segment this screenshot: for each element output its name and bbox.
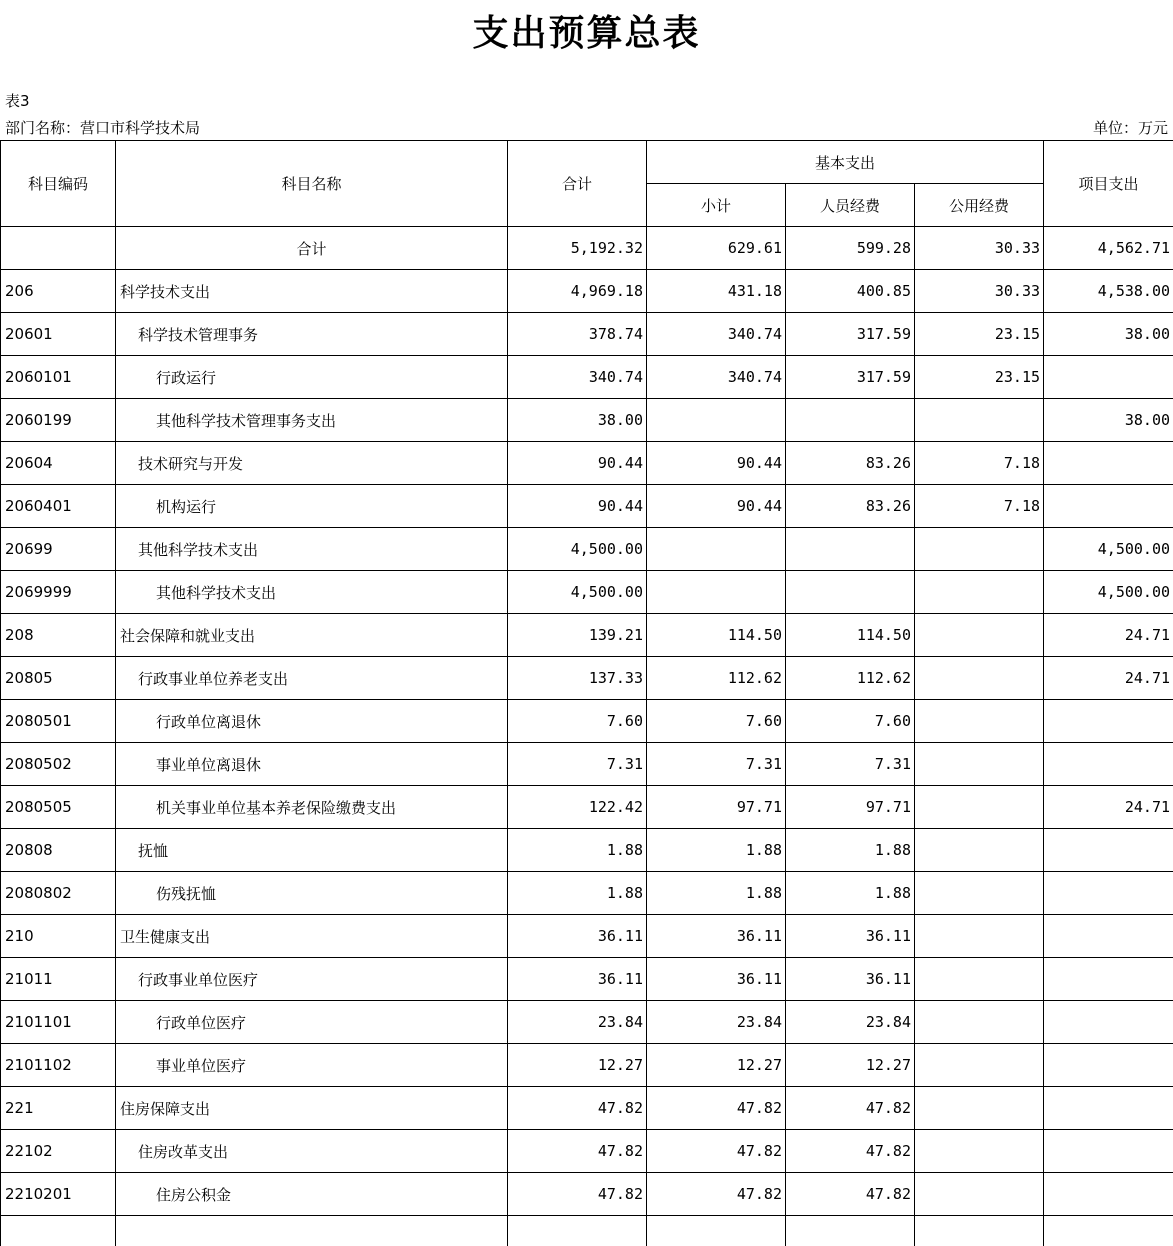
cell-code: 2101102 [1, 1044, 116, 1087]
page-title: 支出预算总表 [0, 8, 1173, 58]
cell-name: 伤残抚恤 [116, 872, 508, 915]
unit-label: 单位：万元 [1093, 119, 1168, 137]
cell-subtotal [647, 571, 786, 614]
cell-code: 2080502 [1, 743, 116, 786]
table-row [1, 743, 1173, 786]
cell-code: 20604 [1, 442, 116, 485]
cell-total: 12.27 [508, 1044, 647, 1087]
cell-public [915, 915, 1044, 958]
table-row [1, 571, 1173, 614]
cell-name: 行政单位离退休 [116, 700, 508, 743]
cell-project: 24.71 [1044, 657, 1173, 700]
cell-personnel: 599.28 [786, 227, 915, 270]
cell-personnel [786, 528, 915, 571]
cell-total: 137.33 [508, 657, 647, 700]
cell-public [915, 571, 1044, 614]
cell-public [915, 1130, 1044, 1173]
table-row [1, 657, 1173, 700]
cell-personnel: 317.59 [786, 313, 915, 356]
cell-personnel: 47.82 [786, 1173, 915, 1216]
cell-subtotal [647, 399, 786, 442]
cell-total: 7.31 [508, 743, 647, 786]
cell-total: 90.44 [508, 485, 647, 528]
table-row [1, 528, 1173, 571]
cell-total: 36.11 [508, 915, 647, 958]
header-project: 项目支出 [1044, 141, 1173, 227]
table-row [1, 915, 1173, 958]
cell-code: 2080501 [1, 700, 116, 743]
cell-public [915, 399, 1044, 442]
cell-total: 378.74 [508, 313, 647, 356]
cell-public [915, 743, 1044, 786]
cell-project [1044, 442, 1173, 485]
header-personnel: 人员经费 [786, 184, 915, 227]
blank-cell [647, 1216, 786, 1246]
cell-subtotal: 12.27 [647, 1044, 786, 1087]
cell-personnel: 83.26 [786, 485, 915, 528]
cell-project [1044, 1173, 1173, 1216]
cell-name: 合计 [116, 227, 508, 270]
table-row [1, 356, 1173, 399]
cell-total: 47.82 [508, 1173, 647, 1216]
table-row [1, 1087, 1173, 1130]
cell-subtotal: 7.60 [647, 700, 786, 743]
table-body [1, 227, 1173, 1246]
table-row [1, 786, 1173, 829]
cell-name: 行政单位医疗 [116, 1001, 508, 1044]
header-code: 科目编码 [1, 141, 116, 227]
cell-code: 20601 [1, 313, 116, 356]
cell-personnel [786, 399, 915, 442]
cell-total: 47.82 [508, 1087, 647, 1130]
cell-code: 20805 [1, 657, 116, 700]
table-row [1, 1001, 1173, 1044]
cell-code: 210 [1, 915, 116, 958]
cell-subtotal: 629.61 [647, 227, 786, 270]
cell-personnel: 1.88 [786, 872, 915, 915]
cell-personnel: 400.85 [786, 270, 915, 313]
cell-project [1044, 1087, 1173, 1130]
cell-personnel: 114.50 [786, 614, 915, 657]
cell-project [1044, 1001, 1173, 1044]
cell-project [1044, 958, 1173, 1001]
budget-table [0, 140, 1173, 1246]
cell-subtotal: 340.74 [647, 313, 786, 356]
cell-code: 20699 [1, 528, 116, 571]
cell-name: 住房改革支出 [116, 1130, 508, 1173]
cell-subtotal: 23.84 [647, 1001, 786, 1044]
blank-cell [1, 1216, 116, 1246]
header-total: 合计 [508, 141, 647, 227]
cell-personnel: 12.27 [786, 1044, 915, 1087]
cell-public [915, 872, 1044, 915]
cell-total: 122.42 [508, 786, 647, 829]
cell-subtotal: 47.82 [647, 1087, 786, 1130]
table-row [1, 270, 1173, 313]
cell-public [915, 614, 1044, 657]
cell-project: 4,500.00 [1044, 528, 1173, 571]
cell-project: 4,562.71 [1044, 227, 1173, 270]
cell-code: 2069999 [1, 571, 116, 614]
cell-name: 科学技术管理事务 [116, 313, 508, 356]
cell-project: 24.71 [1044, 614, 1173, 657]
cell-project [1044, 915, 1173, 958]
cell-public: 23.15 [915, 313, 1044, 356]
cell-name: 行政事业单位医疗 [116, 958, 508, 1001]
cell-name: 机关事业单位基本养老保险缴费支出 [116, 786, 508, 829]
cell-personnel: 36.11 [786, 915, 915, 958]
cell-subtotal: 340.74 [647, 356, 786, 399]
cell-total: 1.88 [508, 872, 647, 915]
table-number: 表3 [5, 92, 30, 110]
table-row [1, 399, 1173, 442]
cell-name: 其他科学技术支出 [116, 528, 508, 571]
cell-code: 2210201 [1, 1173, 116, 1216]
cell-public [915, 657, 1044, 700]
cell-public [915, 1173, 1044, 1216]
blank-cell [786, 1216, 915, 1246]
cell-subtotal [647, 528, 786, 571]
cell-name: 社会保障和就业支出 [116, 614, 508, 657]
table-row [1, 313, 1173, 356]
table-row [1, 442, 1173, 485]
cell-subtotal: 112.62 [647, 657, 786, 700]
cell-personnel [786, 571, 915, 614]
cell-name: 科学技术支出 [116, 270, 508, 313]
cell-personnel: 112.62 [786, 657, 915, 700]
cell-project: 4,500.00 [1044, 571, 1173, 614]
cell-project: 38.00 [1044, 399, 1173, 442]
blank-cell [915, 1216, 1044, 1246]
blank-cell [508, 1216, 647, 1246]
cell-name: 技术研究与开发 [116, 442, 508, 485]
table-row [1, 958, 1173, 1001]
cell-personnel: 317.59 [786, 356, 915, 399]
cell-subtotal: 97.71 [647, 786, 786, 829]
cell-total: 139.21 [508, 614, 647, 657]
cell-personnel: 47.82 [786, 1130, 915, 1173]
cell-total: 47.82 [508, 1130, 647, 1173]
cell-project [1044, 700, 1173, 743]
cell-code: 221 [1, 1087, 116, 1130]
cell-total: 340.74 [508, 356, 647, 399]
cell-public [915, 1001, 1044, 1044]
blank-cell [116, 1216, 508, 1246]
cell-name: 卫生健康支出 [116, 915, 508, 958]
table-row [1, 829, 1173, 872]
cell-public [915, 958, 1044, 1001]
table-row [1, 1044, 1173, 1087]
cell-personnel: 1.88 [786, 829, 915, 872]
cell-name: 其他科学技术管理事务支出 [116, 399, 508, 442]
cell-project [1044, 743, 1173, 786]
cell-project [1044, 356, 1173, 399]
cell-personnel: 36.11 [786, 958, 915, 1001]
department-name: 部门名称：营口市科学技术局 [5, 119, 200, 137]
cell-name: 事业单位离退休 [116, 743, 508, 786]
cell-name: 其他科学技术支出 [116, 571, 508, 614]
header-name: 科目名称 [116, 141, 508, 227]
cell-public [915, 829, 1044, 872]
cell-name: 住房公积金 [116, 1173, 508, 1216]
cell-public [915, 786, 1044, 829]
cell-personnel: 97.71 [786, 786, 915, 829]
cell-total: 5,192.32 [508, 227, 647, 270]
cell-total: 90.44 [508, 442, 647, 485]
cell-subtotal: 90.44 [647, 442, 786, 485]
cell-total: 38.00 [508, 399, 647, 442]
cell-code: 2080802 [1, 872, 116, 915]
cell-project [1044, 829, 1173, 872]
cell-total: 4,969.18 [508, 270, 647, 313]
cell-project: 4,538.00 [1044, 270, 1173, 313]
cell-project: 24.71 [1044, 786, 1173, 829]
cell-subtotal: 431.18 [647, 270, 786, 313]
cell-personnel: 83.26 [786, 442, 915, 485]
cell-public [915, 528, 1044, 571]
blank-row [1, 1216, 1173, 1246]
cell-subtotal: 47.82 [647, 1173, 786, 1216]
cell-project [1044, 1044, 1173, 1087]
cell-code: 2101101 [1, 1001, 116, 1044]
cell-code [1, 227, 116, 270]
cell-name: 行政运行 [116, 356, 508, 399]
cell-code: 2060401 [1, 485, 116, 528]
cell-public: 23.15 [915, 356, 1044, 399]
cell-personnel: 7.31 [786, 743, 915, 786]
cell-public [915, 1087, 1044, 1130]
blank-cell [1044, 1216, 1173, 1246]
cell-code: 208 [1, 614, 116, 657]
cell-code: 21011 [1, 958, 116, 1001]
cell-code: 206 [1, 270, 116, 313]
table-header [1, 141, 1173, 227]
cell-name: 住房保障支出 [116, 1087, 508, 1130]
cell-code: 22102 [1, 1130, 116, 1173]
cell-total: 7.60 [508, 700, 647, 743]
cell-project [1044, 1130, 1173, 1173]
cell-public: 7.18 [915, 442, 1044, 485]
cell-personnel: 23.84 [786, 1001, 915, 1044]
cell-subtotal: 1.88 [647, 829, 786, 872]
cell-project [1044, 485, 1173, 528]
cell-public: 30.33 [915, 270, 1044, 313]
cell-name: 行政事业单位养老支出 [116, 657, 508, 700]
cell-code: 2060199 [1, 399, 116, 442]
cell-subtotal: 114.50 [647, 614, 786, 657]
table-row [1, 614, 1173, 657]
header-public: 公用经费 [915, 184, 1044, 227]
cell-project: 38.00 [1044, 313, 1173, 356]
cell-personnel: 47.82 [786, 1087, 915, 1130]
cell-subtotal: 36.11 [647, 915, 786, 958]
cell-subtotal: 7.31 [647, 743, 786, 786]
cell-total: 4,500.00 [508, 528, 647, 571]
cell-subtotal: 36.11 [647, 958, 786, 1001]
cell-name: 事业单位医疗 [116, 1044, 508, 1087]
cell-personnel: 7.60 [786, 700, 915, 743]
total-row [1, 227, 1173, 270]
cell-public [915, 700, 1044, 743]
cell-public: 30.33 [915, 227, 1044, 270]
cell-total: 1.88 [508, 829, 647, 872]
cell-name: 机构运行 [116, 485, 508, 528]
cell-code: 2060101 [1, 356, 116, 399]
table-row [1, 485, 1173, 528]
cell-code: 2080505 [1, 786, 116, 829]
table-row [1, 700, 1173, 743]
cell-total: 23.84 [508, 1001, 647, 1044]
header-basic: 基本支出 [647, 141, 1044, 184]
cell-public: 7.18 [915, 485, 1044, 528]
table-row [1, 872, 1173, 915]
table-row [1, 1173, 1173, 1216]
cell-total: 4,500.00 [508, 571, 647, 614]
cell-public [915, 1044, 1044, 1087]
cell-subtotal: 47.82 [647, 1130, 786, 1173]
cell-total: 36.11 [508, 958, 647, 1001]
cell-subtotal: 90.44 [647, 485, 786, 528]
table-row [1, 1130, 1173, 1173]
cell-name: 抚恤 [116, 829, 508, 872]
header-subtotal: 小计 [647, 184, 786, 227]
cell-subtotal: 1.88 [647, 872, 786, 915]
cell-code: 20808 [1, 829, 116, 872]
cell-project [1044, 872, 1173, 915]
